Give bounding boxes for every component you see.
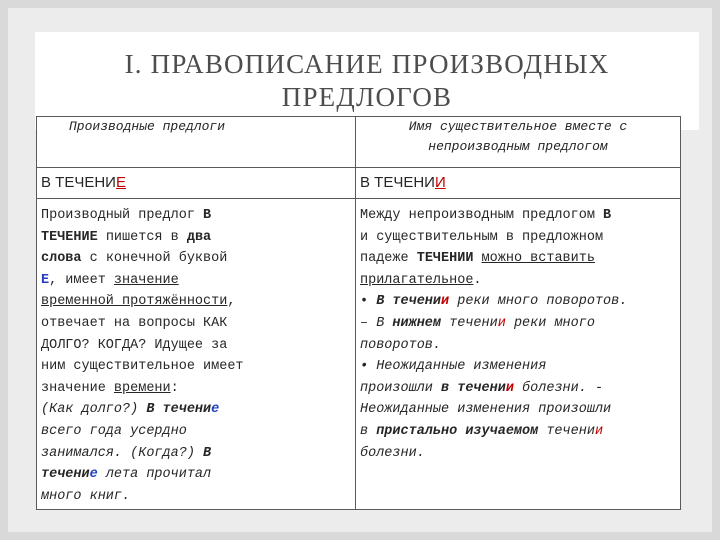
text-run: в bbox=[360, 423, 377, 439]
text-run: занимался. (Когда?) bbox=[41, 445, 204, 461]
text-run: всего года усердно bbox=[41, 423, 187, 439]
text-run: течени bbox=[41, 467, 90, 483]
text-run: пристально изучаемом bbox=[376, 423, 539, 439]
text-run: В bbox=[203, 445, 212, 461]
text-run: В течени bbox=[376, 294, 442, 310]
text-run: ДОЛГО? КОГДА? Идущее за bbox=[41, 337, 228, 353]
text-run: Между непроизводным предлогом bbox=[360, 208, 604, 223]
text-run: и bbox=[441, 294, 450, 310]
text-run: болезни. - bbox=[513, 380, 604, 396]
header-right bbox=[356, 117, 681, 168]
text-run: много книг. bbox=[41, 488, 131, 504]
header-right-line1: Имя существительное вместе с bbox=[408, 119, 628, 134]
text-run: прилагательное bbox=[360, 272, 474, 288]
right-prep-main: В ТЕЧЕНИ bbox=[360, 174, 435, 191]
text-run: в течени bbox=[441, 380, 506, 396]
text-run: с конечной буквой bbox=[81, 251, 228, 267]
text-run: – В bbox=[360, 315, 393, 331]
text-run: реки много bbox=[505, 315, 595, 331]
slide-title bbox=[45, 48, 689, 114]
text-run: В течени bbox=[146, 402, 212, 418]
text-run: , имеет bbox=[49, 272, 114, 288]
text-run: два bbox=[186, 229, 212, 245]
header-left bbox=[37, 117, 356, 168]
text-run: болезни. bbox=[360, 445, 425, 461]
text-run: пишется в bbox=[97, 229, 187, 245]
text-run: е bbox=[89, 467, 98, 483]
text-run: • Неожиданные изменения bbox=[360, 359, 547, 375]
text-run: времени bbox=[113, 380, 171, 396]
text-run: течени bbox=[538, 423, 595, 439]
rules-table bbox=[36, 116, 681, 510]
title-line-2: ПРЕДЛОГОВ bbox=[281, 82, 453, 112]
text-run: и bbox=[594, 423, 604, 439]
text-run bbox=[473, 251, 481, 266]
left-prep-ending: Е bbox=[115, 174, 126, 191]
text-run: . bbox=[473, 272, 482, 288]
text-run: Е bbox=[41, 272, 50, 288]
text-run: течени bbox=[441, 315, 498, 331]
header-right-line2: непроизводным предлогом bbox=[428, 139, 608, 154]
text-run: Производный предлог bbox=[41, 208, 204, 223]
text-run: В bbox=[603, 208, 612, 223]
text-run: : bbox=[170, 380, 179, 396]
right-prep-ending: И bbox=[434, 174, 446, 191]
text-run: В bbox=[203, 208, 212, 223]
text-run: (Как долго?) bbox=[41, 402, 147, 418]
text-run: нижнем bbox=[392, 315, 442, 331]
left-explanation bbox=[37, 199, 356, 510]
left-preposition bbox=[37, 168, 356, 199]
title-line-1: I. ПРАВОПИСАНИЕ ПРОИЗВОДНЫХ bbox=[124, 49, 610, 79]
text-run: , bbox=[227, 294, 236, 310]
text-run: можно вставить bbox=[481, 251, 595, 267]
text-run: падеже bbox=[360, 251, 417, 267]
text-run: значение bbox=[41, 380, 114, 396]
text-run: ТЕЧЕНИЕ bbox=[41, 229, 98, 245]
text-run: • bbox=[360, 294, 377, 310]
text-run: и bbox=[505, 380, 514, 396]
text-run: ТЕЧЕНИИ bbox=[416, 251, 474, 267]
text-run: ним существительное имеет bbox=[41, 359, 244, 375]
header-left-label: Производные предлоги bbox=[69, 119, 226, 134]
text-run: поворотов. bbox=[360, 337, 442, 353]
text-run: Неожиданные изменения произошли bbox=[360, 402, 612, 418]
text-run: реки много поворотов. bbox=[449, 294, 628, 310]
right-preposition bbox=[356, 168, 681, 199]
left-prep-main: В ТЕЧЕНИ bbox=[41, 174, 116, 191]
text-run: слова bbox=[41, 251, 82, 267]
text-run: временной протяжённости bbox=[41, 294, 228, 310]
right-explanation bbox=[356, 199, 681, 510]
text-run: произошли bbox=[360, 380, 442, 396]
text-run: отвечает на вопросы КАК bbox=[41, 315, 228, 331]
text-run: и bbox=[497, 315, 506, 331]
text-run: лета прочитал bbox=[97, 467, 212, 483]
text-run: и существительным в предложном bbox=[360, 229, 604, 245]
text-run: значение bbox=[113, 272, 179, 288]
text-run: е bbox=[211, 402, 220, 418]
